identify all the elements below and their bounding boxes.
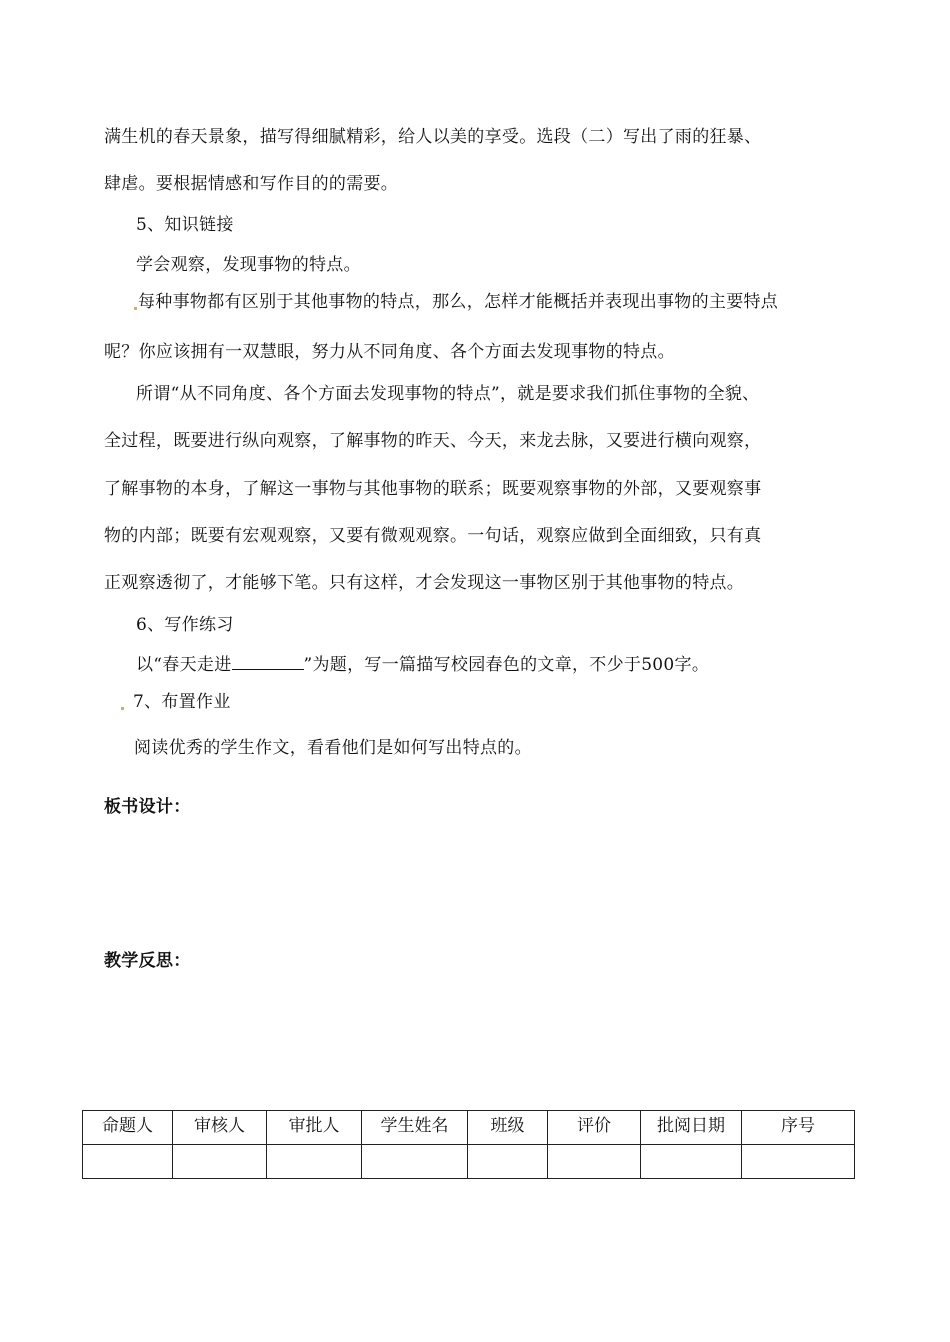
table-header-row — [83, 1111, 855, 1145]
teaching-reflection-heading — [104, 946, 191, 971]
paragraph-line — [104, 474, 761, 499]
text: 物的内部；既要有宏观观察，又要有微观观察。一句话，观察应做到全面细致，只有真 — [104, 526, 762, 546]
text: 学会观察，发现事物的特点。 — [136, 255, 361, 275]
paragraph-line — [104, 122, 761, 147]
text: 6、写作练习 — [136, 615, 234, 635]
table-cell — [83, 1145, 173, 1179]
paragraph-line — [104, 568, 744, 593]
fill-in-blank — [232, 655, 304, 670]
section-5-heading — [136, 210, 234, 235]
section-7-text — [134, 733, 532, 758]
table-header-cell: 学生姓名 — [362, 1111, 468, 1145]
section-5-subheading — [136, 250, 361, 275]
marker-dot — [134, 307, 137, 310]
table-header-cell: 批阅日期 — [641, 1111, 742, 1145]
paragraph-line — [104, 521, 761, 546]
text: 肆虐。要根据情感和写作目的的需要。 — [104, 174, 399, 194]
paragraph-line — [104, 169, 398, 194]
text: 5、知识链接 — [136, 215, 234, 235]
text: 以“春天走进 — [136, 655, 232, 675]
table-header-cell: 班级 — [468, 1111, 548, 1145]
text: 阅读优秀的学生作文，看看他们是如何写出特点的。 — [134, 738, 532, 758]
table-header-cell: 审核人 — [173, 1111, 267, 1145]
text: 正观察透彻了，才能够下笔。只有这样，才会发现这一事物区别于其他事物的特点。 — [104, 573, 745, 593]
text: 满生机的春天景象，描写得细腻精彩，给人以美的享受。选段（二）写出了雨的狂暴、 — [104, 127, 762, 147]
table-cell — [362, 1145, 468, 1179]
paragraph-line — [104, 337, 675, 362]
table-cell — [641, 1145, 742, 1179]
text: ”为题，写一篇描写校园春色的文章，不少于500字。 — [303, 655, 710, 675]
info-table — [82, 1110, 855, 1179]
table-header-cell: 序号 — [742, 1111, 855, 1145]
section-7-heading — [120, 687, 231, 712]
section-6-heading — [136, 610, 234, 635]
text: 全过程，既要进行纵向观察，了解事物的昨天、今天，来龙去脉，又要进行横向观察， — [104, 431, 762, 451]
paragraph-line — [136, 379, 759, 404]
table-header-cell: 命题人 — [83, 1111, 173, 1145]
text: 教学反思： — [104, 951, 191, 971]
table-cell — [173, 1145, 267, 1179]
section-6-prompt — [136, 650, 709, 675]
paragraph-line — [104, 426, 761, 451]
text: 了解事物的本身，了解这一事物与其他事物的联系；既要观察事物的外部，又要观察事 — [104, 479, 762, 499]
marker-dot — [121, 707, 124, 710]
table-cell — [548, 1145, 641, 1179]
text: 每种事物都有区别于其他事物的特点，那么，怎样才能概括并表现出事物的主要特点 — [138, 292, 779, 312]
text: 所谓“从不同角度、各个方面去发现事物的特点”，就是要求我们抓住事物的全貌、 — [136, 384, 760, 404]
table-cell — [468, 1145, 548, 1179]
table-cell — [267, 1145, 362, 1179]
text: 呢？你应该拥有一双慧眼，努力从不同角度、各个方面去发现事物的特点。 — [104, 342, 675, 362]
table-header-cell: 评价 — [548, 1111, 641, 1145]
table-header-cell: 审批人 — [267, 1111, 362, 1145]
table-cell — [742, 1145, 855, 1179]
paragraph-line — [133, 287, 778, 312]
board-design-heading — [104, 792, 191, 817]
text: 板书设计： — [104, 797, 191, 817]
text: 7、布置作业 — [133, 692, 231, 712]
table-row — [83, 1145, 855, 1179]
